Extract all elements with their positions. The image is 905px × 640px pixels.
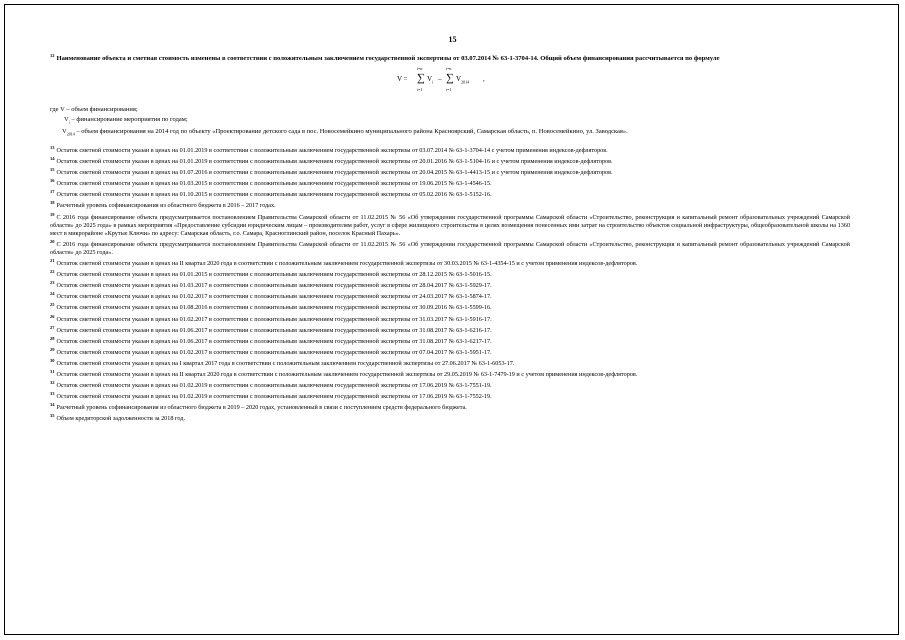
footnote-number: 31 [50, 368, 55, 374]
footnote-text: Остаток сметной стоимости указан в ценах на 01.06.2017 в соответствии с положительным заключением государственной экспертизы от 31.08.2017 № 63-1-6216-17. [56, 326, 492, 334]
footnote-text: С 2016 года финансирование объекта предусматривается постановлением Правительства Самарской области от 11.02.2015 № 56 «Об утверждении государственной программы Самарской области «Строительство, реконструкция и капитальный ремонт образовательных учреждений Самарской области» до 2025 года» в рамках мероприятия «Предоставление субсидии юридическим лицам – производителям работ, услуг в сфере жилищного строительства в целях возмещения понесенных ими затрат на строительство объектов социальной инфраструктуры, общеобразовательной школы на 1360 мест в микрорайоне «Крутые Ключи» по адресу: Самарская область, г.о. Самара, Красноглинский район, поселок Красный Пахарь». [50, 213, 850, 237]
footnote-21 [50, 257, 850, 268]
sum2-sigma: ∑ [446, 72, 454, 84]
formula-lhs: V = [397, 75, 408, 83]
footnote-31 [50, 368, 850, 379]
footnote-number: 22 [50, 269, 55, 275]
footnote-28 [50, 335, 850, 346]
footnote-number: 17 [50, 189, 55, 195]
footnote-32 [50, 379, 850, 390]
footnote-20 [50, 238, 850, 257]
footnote-number: 26 [50, 313, 55, 319]
footnote-number: 15 [50, 167, 55, 173]
footnote-18 [50, 199, 850, 210]
footnote-13 [50, 144, 850, 155]
footnote-number: 13 [50, 145, 55, 150]
footnote-number: 21 [50, 258, 55, 264]
footnote-text: Остаток сметной стоимости указан в ценах на II квартал 2020 года в соответствии с положительным заключением государственной экспертизы от 29.05.2019 № 63-1-7479-19 и с учетом применения индексов-дефляторов. [56, 370, 638, 378]
footnote-number: 27 [50, 324, 55, 330]
footnote-number: 23 [50, 280, 55, 286]
footnote-number: 14 [50, 156, 55, 162]
footnote-text: Остаток сметной стоимости указан в ценах на 01.01.2019 в соответствии с положительным заключением государственной экспертизы от 20.01.2016 № 63-1-5104-16 и с учетом применения индексов-дефляторов. [56, 158, 613, 166]
sum2-lower: i=1 [446, 87, 452, 92]
footnote-17 [50, 188, 850, 199]
footnote-35 [50, 412, 850, 423]
footnote-number: 28 [50, 335, 55, 341]
footnote-text: Наименование объекта и сметная стоимость изменены в соответствии с положительным заключением государственной экспертизы от 03.07.2014 № 63-1-3704-14. Общий объем финансирования рассчитывается по формуле [56, 55, 720, 62]
footnote-text: Остаток сметной стоимости указан в ценах на 01.02.2017 в соответствии с положительным заключением государственной экспертизы от 24.03.2017 № 63-1-5874-17. [56, 293, 492, 301]
footnote-text: Остаток сметной стоимости указан в ценах на 01.03.2015 в соответствии с положительным заключением государственной экспертизы от 19.06.2015 № 63-1-4546-15. [56, 180, 492, 188]
formula-term1: $V_i$ [427, 75, 434, 85]
footnote-30 [50, 357, 850, 368]
footnote-number: 12 [50, 53, 55, 58]
footnote-text: Остаток сметной стоимости указан в ценах на 01.02.2019 в соответствии с положительным заключением государственной экспертизы от 17.06.2019 № 63-1-7551-19. [56, 382, 492, 390]
footnote-23 [50, 279, 850, 290]
footnote-33 [50, 390, 850, 401]
footnote-text: Остаток сметной стоимости указан в ценах на 01.01.2015 в соответствии с положительным заключением государственной экспертизы от 28.12.2015 № 63-1-5016-15. [56, 271, 492, 279]
footnote-number: 20 [50, 238, 55, 244]
footnote-29 [50, 346, 850, 357]
sum2-upper: i=n [446, 66, 452, 71]
footnote-number: 25 [50, 302, 55, 308]
footnote-text: Остаток сметной стоимости указан в ценах на 01.02.2017 в соответствии с положительным заключением государственной экспертизы от 31.03.2017 № 63-1-5916-17. [56, 315, 492, 323]
page-number: 15 [448, 35, 457, 44]
footnote-34 [50, 401, 850, 412]
sum1-upper: i=n [417, 66, 423, 71]
where-line: где V – объем финансирования; [50, 106, 138, 113]
footnote-text: Остаток сметной стоимости указан в ценах на 01.10.2015 в соответствии с положительным заключением государственной экспертизы от 05.02.2016 № 63-1-5152-16. [56, 191, 492, 199]
footnote-number: 24 [50, 291, 55, 297]
footnote-number: 19 [50, 211, 55, 217]
footnote-25 [50, 301, 850, 312]
footnote-text: Остаток сметной стоимости указан в ценах на I квартал 2017 года в соответствии с положительным заключением государственной экспертизы от 27.06.2017 № 63-1-6053-17. [56, 359, 515, 367]
footnote-26 [50, 313, 850, 324]
footnote-number: 35 [50, 413, 55, 419]
sum1-sigma: ∑ [417, 72, 425, 84]
footnote-number: 34 [50, 402, 55, 408]
footnote-16 [50, 177, 850, 188]
footnote-text: Остаток сметной стоимости указан в ценах на 01.07.2016 в соответствии с положительным заключением государственной экспертизы от 20.04.2015 № 63-1-4413-15 и с учетом применения индексов-дефляторов. [56, 169, 613, 177]
footnote-number: 18 [50, 200, 55, 206]
footnote-15 [50, 166, 850, 177]
definition-vi: $V_i$ – финансирование мероприятия по годам; [64, 116, 188, 125]
definition-v2014: $V_{2014}$ – объем финансирования на 2014 год по объекту «Проектирование детского сада в пос. Новосемейкино муниципального района Красноярский, Самарская область, п. Новосемейкино, ул. Заводская». [62, 128, 628, 137]
footnote-number: 29 [50, 346, 55, 352]
footnote-text: Остаток сметной стоимости указан в ценах на II квартал 2020 года в соответствии с положительным заключением государственной экспертизы от 30.03.2015 № 63-1-4354-15 и с учетом применения индексов-дефляторов. [56, 260, 638, 268]
footnote-text: Остаток сметной стоимости указан в ценах на 01.06.2017 в соответствии с положительным заключением государственной экспертизы от 31.08.2017 № 63-1-6217-17. [56, 337, 492, 345]
formula-tail: , [483, 75, 485, 83]
footnote-text: Остаток сметной стоимости указан в ценах на 01.02.2017 в соответствии с положительным заключением государственной экспертизы от 07.04.2017 № 63-1-5951-17. [56, 348, 492, 356]
footnote-24 [50, 290, 850, 301]
footnote-text: Остаток сметной стоимости указан в ценах на 01.02.2019 в соответствии с положительным заключением государственной экспертизы от 17.06.2019 № 63-1-7552-19. [56, 393, 492, 401]
formula-term2: $V_{2014}$ [456, 75, 470, 85]
footnote-22 [50, 268, 850, 279]
footnote-text: Расчетный уровень софинансирования из областного бюджета в 2019 – 2020 годах, установленный в связи с поступлением средств федерального бюджета. [56, 404, 467, 412]
footnote-text: С 2016 года финансирование объекта предусматривается постановлением Правительства Самарской области от 11.02.2015 № 56 «Об утверждении государственной программы Самарской области «Строительство, реконструкция и капитальный ремонт образовательных учреждений Самарской области» до 2025 года». [50, 240, 850, 256]
footnote-27 [50, 324, 850, 335]
footnote-number: 33 [50, 391, 55, 397]
footnote-text: Остаток сметной стоимости указан в ценах на 01.01.2019 в соответствии с положительным заключением государственной экспертизы от 03.07.2014 № 63-1-3704-14 с учетом применения индексов-дефляторов. [56, 147, 608, 154]
footnote-14 [50, 155, 850, 166]
footnote-text: Остаток сметной стоимости указан в ценах на 01.03.2017 в соответствии с положительным заключением государственной экспертизы от 28.04.2017 № 63-1-5929-17. [56, 282, 492, 290]
footnotes-list [50, 144, 850, 423]
footnote-number: 16 [50, 178, 55, 184]
footnote-12 [50, 53, 870, 62]
formula-minus: – [438, 75, 442, 83]
footnote-text: Остаток сметной стоимости указан в ценах на 01.08.2016 в соответствии с положительным заключением государственной экспертизы от 30.09.2016 № 63-1-5599-16. [56, 304, 492, 312]
footnote-text: Расчетный уровень софинансирования из областного бюджета в 2016 – 2017 годах. [56, 202, 276, 210]
financing-formula [397, 66, 497, 92]
footnote-number: 32 [50, 380, 55, 386]
sum1-lower: i=1 [417, 87, 423, 92]
footnote-19 [50, 211, 850, 238]
footnote-text: Объем кредиторской задолженности за 2018 год. [56, 415, 186, 423]
footnote-number: 30 [50, 357, 55, 363]
